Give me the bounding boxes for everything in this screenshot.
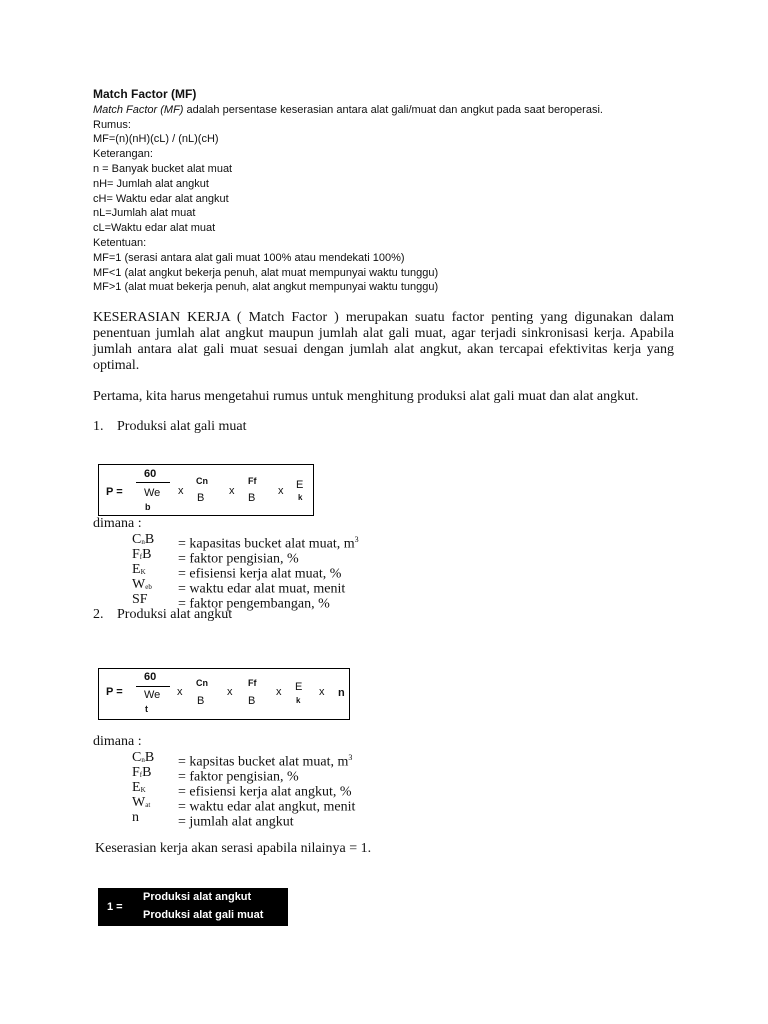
ek-top: E	[296, 479, 304, 491]
match-factor-section	[93, 87, 693, 295]
result-denominator: Produksi alat gali muat	[143, 909, 264, 921]
mf-line: cH= Waktu edar alat angkut	[93, 192, 229, 205]
mf-intro	[93, 103, 693, 118]
list-item-2	[93, 607, 232, 623]
definition-row	[93, 532, 493, 552]
list-number: 2.	[93, 607, 104, 622]
symbol-main: W	[132, 577, 146, 592]
symbol-subscript: K	[140, 568, 146, 576]
mf-line: cL=Waktu edar alat muat	[93, 222, 216, 235]
ek-bottom: k	[296, 696, 301, 705]
formula-box-hauler	[98, 668, 350, 720]
fraction-line	[136, 482, 170, 483]
conclusion-text: Keserasian kerja akan serasi apabila nilainya = 1.	[95, 841, 372, 856]
symbol-subscript: f	[139, 553, 143, 561]
symbol-subscript: at	[145, 801, 151, 809]
symbol-main: C	[132, 532, 142, 547]
ek-bottom: k	[298, 493, 303, 502]
description-text: = jumlah alat angkut	[178, 814, 294, 830]
fraction-line	[136, 686, 170, 687]
definitions-hauler	[93, 750, 493, 830]
ff-bottom: B	[248, 695, 256, 707]
cn-bottom: B	[197, 695, 205, 707]
description-text: = waktu edar alat muat, menit	[178, 581, 346, 597]
list-number: 1.	[93, 419, 104, 434]
definition-row	[93, 795, 493, 815]
definition-row	[93, 547, 493, 567]
description-text: = faktor pengisian, %	[178, 769, 299, 785]
cn-top: Cn	[196, 476, 208, 486]
multiply-sign: x	[229, 485, 235, 497]
formula-numerator: 60	[144, 671, 157, 683]
description-text: = kapsitas bucket alat muat, m	[178, 754, 349, 770]
mf-line: Ketentuan:	[93, 236, 147, 249]
mf-line: MF=(n)(nH)(cL) / (nL)(cH)	[93, 133, 219, 146]
symbol-subscript: n	[141, 538, 145, 546]
mf-intro-term: Match Factor (MF)	[93, 103, 184, 116]
symbol-main: F	[132, 765, 140, 780]
description-text: = efisiensi kerja alat muat, %	[178, 566, 342, 582]
definition-description	[178, 810, 294, 830]
description-text: = kapasitas bucket alat muat, m	[178, 536, 355, 552]
formula-lhs: P =	[106, 486, 123, 498]
formula-denominator: We	[144, 487, 161, 499]
cn-bottom: B	[197, 492, 205, 504]
symbol-main: SF	[132, 592, 148, 607]
formula-denominator: We	[144, 689, 161, 701]
symbol-suffix: B	[142, 765, 152, 780]
definition-row	[93, 810, 493, 830]
ek-top: E	[295, 681, 303, 693]
mf-intro-text: adalah persentase keserasian antara alat gali/muat dan angkut pada saat beroperasi.	[183, 103, 603, 116]
formula-n: n	[338, 687, 345, 699]
formula-lhs: P =	[106, 686, 123, 698]
result-numerator: Produksi alat angkut	[143, 891, 252, 903]
definition-row	[93, 780, 493, 800]
multiply-sign: x	[177, 686, 183, 698]
multiply-sign: x	[278, 485, 284, 497]
ff-top: Ff	[248, 678, 257, 688]
definition-row	[93, 592, 493, 612]
symbol-suffix: B	[144, 750, 155, 765]
where-label: dimana :	[93, 734, 142, 749]
definitions-loader	[93, 532, 493, 612]
result-lhs: 1 =	[107, 901, 123, 913]
list-label: Produksi alat angkut	[117, 607, 233, 622]
description-superscript: 3	[354, 535, 359, 544]
multiply-sign: x	[319, 686, 325, 698]
result-formula-box	[98, 888, 288, 926]
multiply-sign: x	[276, 686, 282, 698]
mf-line: MF>1 (alat muat bekerja penuh, alat angkut mempunyai waktu tunggu)	[93, 281, 439, 294]
formula-box-loader	[98, 464, 314, 516]
formula-denominator-sub: t	[145, 704, 148, 714]
mf-line: n = Banyak bucket alat muat	[93, 162, 233, 175]
symbol-main: n	[132, 810, 139, 825]
mf-line: Rumus:	[93, 118, 131, 131]
list-label: Produksi alat gali muat	[117, 419, 247, 434]
symbol-main: C	[132, 750, 142, 765]
cn-top: Cn	[196, 678, 208, 688]
description-text: = efisiensi kerja alat angkut, %	[178, 784, 352, 800]
symbol-suffix: B	[142, 547, 152, 562]
symbol-main: E	[132, 780, 141, 795]
paragraph-match-factor: KESERASIAN KERJA ( Match Factor ) merupakan suatu factor penting yang digunakan dalam penentuan jumlah alat angkut maupun jumlah alat gali muat, agar terjadi sinkronisasi kerja. Apabila jumlah antara alat gali muat sesuai dengan jumlah alat angkut, akan tercapai efektivitas kerja yang optimal.	[93, 310, 674, 373]
description-text: = faktor pengisian, %	[178, 551, 299, 567]
list-item-1	[93, 419, 246, 435]
definition-row	[93, 577, 493, 597]
symbol-suffix: B	[144, 532, 155, 547]
formula-denominator-sub: b	[145, 502, 151, 512]
paragraph-intro-formula: Pertama, kita harus mengetahui rumus untuk menghitung produksi alat gali muat dan alat angkut.	[93, 389, 639, 404]
ff-bottom: B	[248, 492, 256, 504]
where-label: dimana :	[93, 516, 142, 531]
symbol-main: F	[132, 547, 140, 562]
definition-symbol	[132, 810, 139, 828]
symbol-subscript: f	[139, 771, 143, 779]
ff-top: Ff	[248, 476, 257, 486]
definition-row	[93, 765, 493, 785]
symbol-main: E	[132, 562, 141, 577]
symbol-main: W	[132, 795, 146, 810]
description-text: = faktor pengembangan, %	[178, 596, 330, 612]
multiply-sign: x	[178, 485, 184, 497]
symbol-subscript: n	[141, 756, 145, 764]
mf-line: MF<1 (alat angkut bekerja penuh, alat muat mempunyai waktu tunggu)	[93, 266, 439, 279]
mf-line: nL=Jumlah alat muat	[93, 207, 196, 220]
multiply-sign: x	[227, 686, 233, 698]
mf-lines	[93, 118, 693, 296]
symbol-subscript: K	[140, 786, 146, 794]
description-text: = waktu edar alat angkut, menit	[178, 799, 356, 815]
definition-row	[93, 750, 493, 770]
mf-line: Keterangan:	[93, 148, 153, 161]
formula-numerator: 60	[144, 468, 157, 480]
mf-line: MF=1 (serasi antara alat gali muat 100% atau mendekati 100%)	[93, 251, 405, 264]
symbol-subscript: eb	[145, 583, 152, 591]
mf-line: nH= Jumlah alat angkut	[93, 177, 209, 190]
section-title: Match Factor (MF)	[93, 87, 197, 101]
description-superscript: 3	[348, 753, 353, 762]
definition-row	[93, 562, 493, 582]
